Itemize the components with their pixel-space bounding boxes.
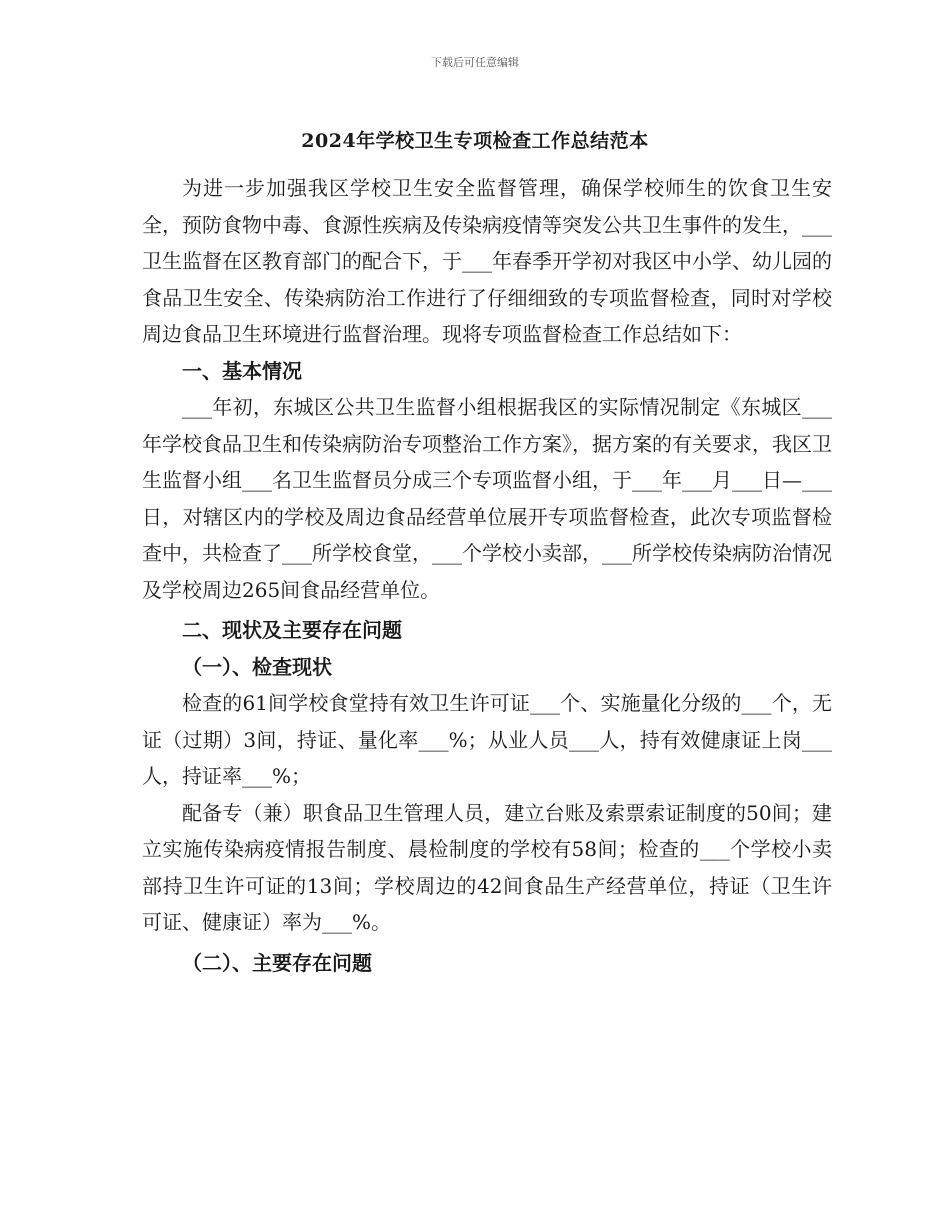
document-body — [142, 170, 832, 981]
document-title: 2024年学校卫生专项检查工作总结范本 — [301, 130, 649, 152]
page-header-note: 下载后可任意编辑 — [431, 56, 519, 69]
intro-paragraph: 为进一步加强我区学校卫生安全监督管理，确保学校师生的饮食卫生安全，预防食物中毒、食源性疾病及传染病疫情等突发公共卫生事件的发生，___卫生监督在区教育部门的配合下，于___年春季开学初对我区中小学、幼儿园的食品卫生安全、传染病防治工作进行了仔细细致的专项监督检查，同时对学校周边食品卫生环境进行监督治理。现将专项监督检查工作总结如下： — [142, 176, 832, 346]
subsection1-paragraph-2: 配备专（兼）职食品卫生管理人员，建立台账及索票索证制度的50间；建立实施传染病疫情报告制度、晨检制度的学校有58间；检查的___个学校小卖部持卫生许可证的13间；学校周边的42间食品生产经营单位，持证（卫生许可证、健康证）率为___%。 — [142, 800, 832, 934]
subsection1-heading: （一）、检查现状 — [182, 654, 332, 679]
subsection2-heading: （二）、主要存在问题 — [182, 950, 372, 975]
subsection1-paragraph-1: 检查的61间学校食堂持有效卫生许可证___个、实施量化分级的___个，无证（过期）3间，持证、量化率___%；从业人员___人，持有效健康证上岗___人，持证率___%； — [142, 691, 832, 788]
section1-paragraph: ___年初，东城区公共卫生监督小组根据我区的实际情况制定《东城区___年学校食品卫生和传染病防治专项整治工作方案》，据方案的有关要求，我区卫生监督小组___名卫生监督员分成三个专项监督小组，于___年___月___日—___日，对辖区内的学校及周边食品经营单位展开专项监督检查，此次专项监督检查中，共检查了___所学校食堂，___个学校小卖部，___所学校传染病防治情况及学校周边265间食品经营单位。 — [142, 395, 832, 602]
section1-heading: 一、基本情况 — [182, 358, 302, 383]
section2-heading: 二、现状及主要存在问题 — [182, 618, 402, 642]
